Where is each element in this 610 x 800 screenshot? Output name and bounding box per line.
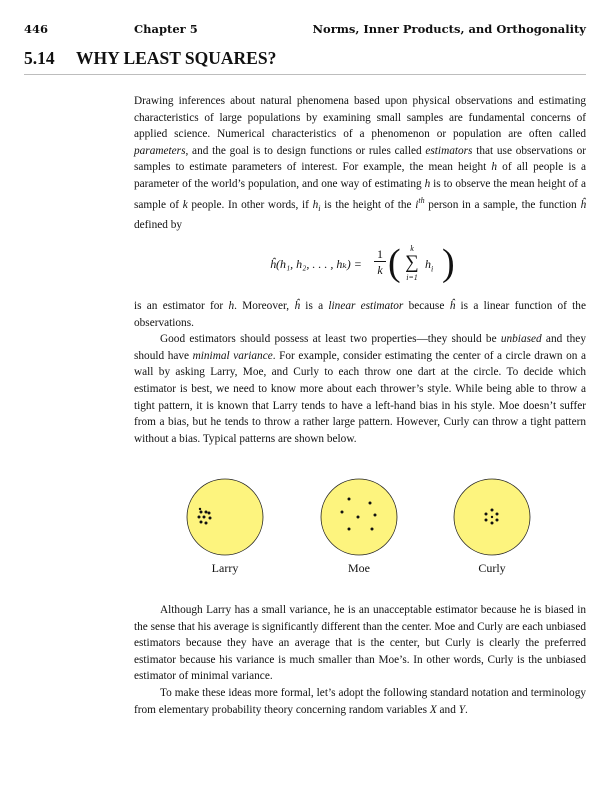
chapter-label: Chapter 5 <box>134 22 198 36</box>
page-number: 446 <box>24 22 49 36</box>
paragraph-good-estimators: Good estimators should possess at least two properties—they should be unbiased and they should have minimal variance. For example, consider estimating the center of a circle drawn on a wall by asking Larry, Moe, and Curly to each throw one dart at the circle. To decide which estimator is best, we need to know more about each thrower’s style. While being able to throw a tight pattern, it is known that Larry tends to have a left-hand bias in his style. Moe doesn’t suffer from a bias, but he tends to throw a rather large pattern. However, Curly can throw a tight pattern without a bias. Typical patterns are shown below. <box>134 333 586 445</box>
term-estimators: estimators <box>425 144 473 157</box>
section-title: WHY LEAST SQUARES? <box>76 48 277 68</box>
paragraph-conclusion <box>134 602 586 718</box>
running-header <box>24 22 586 38</box>
running-title: Norms, Inner Products, and Orthogonality <box>312 22 586 36</box>
fraction: 1 k <box>374 247 386 278</box>
larry-target <box>187 479 263 555</box>
term-minimal-variance: minimal variance <box>192 349 273 362</box>
estimator-equation: ĥ(h₁, h₂, . . . , hₖ) = 1 k ( k ∑ i=1 $h_i$ ) <box>270 242 455 284</box>
term-linear-estimator: linear estimator <box>328 300 404 312</box>
heading-rule <box>24 74 586 75</box>
paragraph-notation: To make these ideas more formal, let’s adopt the following standard notation and terminology from elementary probability theory concerning random variables X and Y. <box>134 686 586 716</box>
paragraph-intro: Drawing inferences about natural phenomena based upon physical observations and estimating characteristics of large populations by examining small samples are fundamental concerns of applied science. Numerical characteristics of a phenomenon or population are often called parameters, and the goal is to design functions or rules called estimators that use observations or samples to estimate parameters of interest. For example, the mean height h of all people is a parameter of the world’s population, and one way of estimating h is to observe the mean height of a sample of k people. In other words, if $h_i$ is the height of the $i^{th}$ person in a sample, the function ĥ defined by <box>134 95 587 232</box>
paragraph-linear-estimator: is an estimator for h. Moreover, ĥ is a linear estimator because ĥ is a linear function of the observations. Good estimators should possess at least two properties—they should be unbiased and they should have minimal variance. For example, consider estimating the center of a circle drawn on a wall by asking Larry, Moe, and Curly to each throw one dart at the circle. To decide which estimator is best, we need to know more about each thrower’s style. While being able to throw a tight pattern, it is known that Larry tends to have a left-hand bias in his style. Moe doesn’t suffer from a bias, but he tends to throw a rather large pattern. However, Curly can throw a tight pattern without a bias. Typical patterns are shown below. <box>134 298 586 447</box>
term-unbiased: unbiased <box>500 333 542 346</box>
summation: k ∑ i=1 <box>405 244 419 282</box>
label-curly: Curly <box>478 561 506 575</box>
dart-pattern-figure <box>0 470 610 570</box>
term-parameters: parameters <box>134 144 186 157</box>
section-number: 5.14 <box>24 48 55 68</box>
label-moe: Moe <box>348 561 370 575</box>
label-larry: Larry <box>211 561 239 575</box>
paragraph-larry-moe-curly: Although Larry has a small variance, he is an unacceptable estimator because he is biased in the sense that his average is significantly different than the center. Moe and Curly are each unbiased estimators because they have an average that is the center, but Curly is clearly the preferred estimator because his variance is much smaller than Moe’s. In other words, Curly is the unbiased estimator of minimal variance. <box>134 604 586 683</box>
section-heading <box>24 48 586 69</box>
curly-target <box>454 479 530 555</box>
moe-target <box>321 479 397 555</box>
